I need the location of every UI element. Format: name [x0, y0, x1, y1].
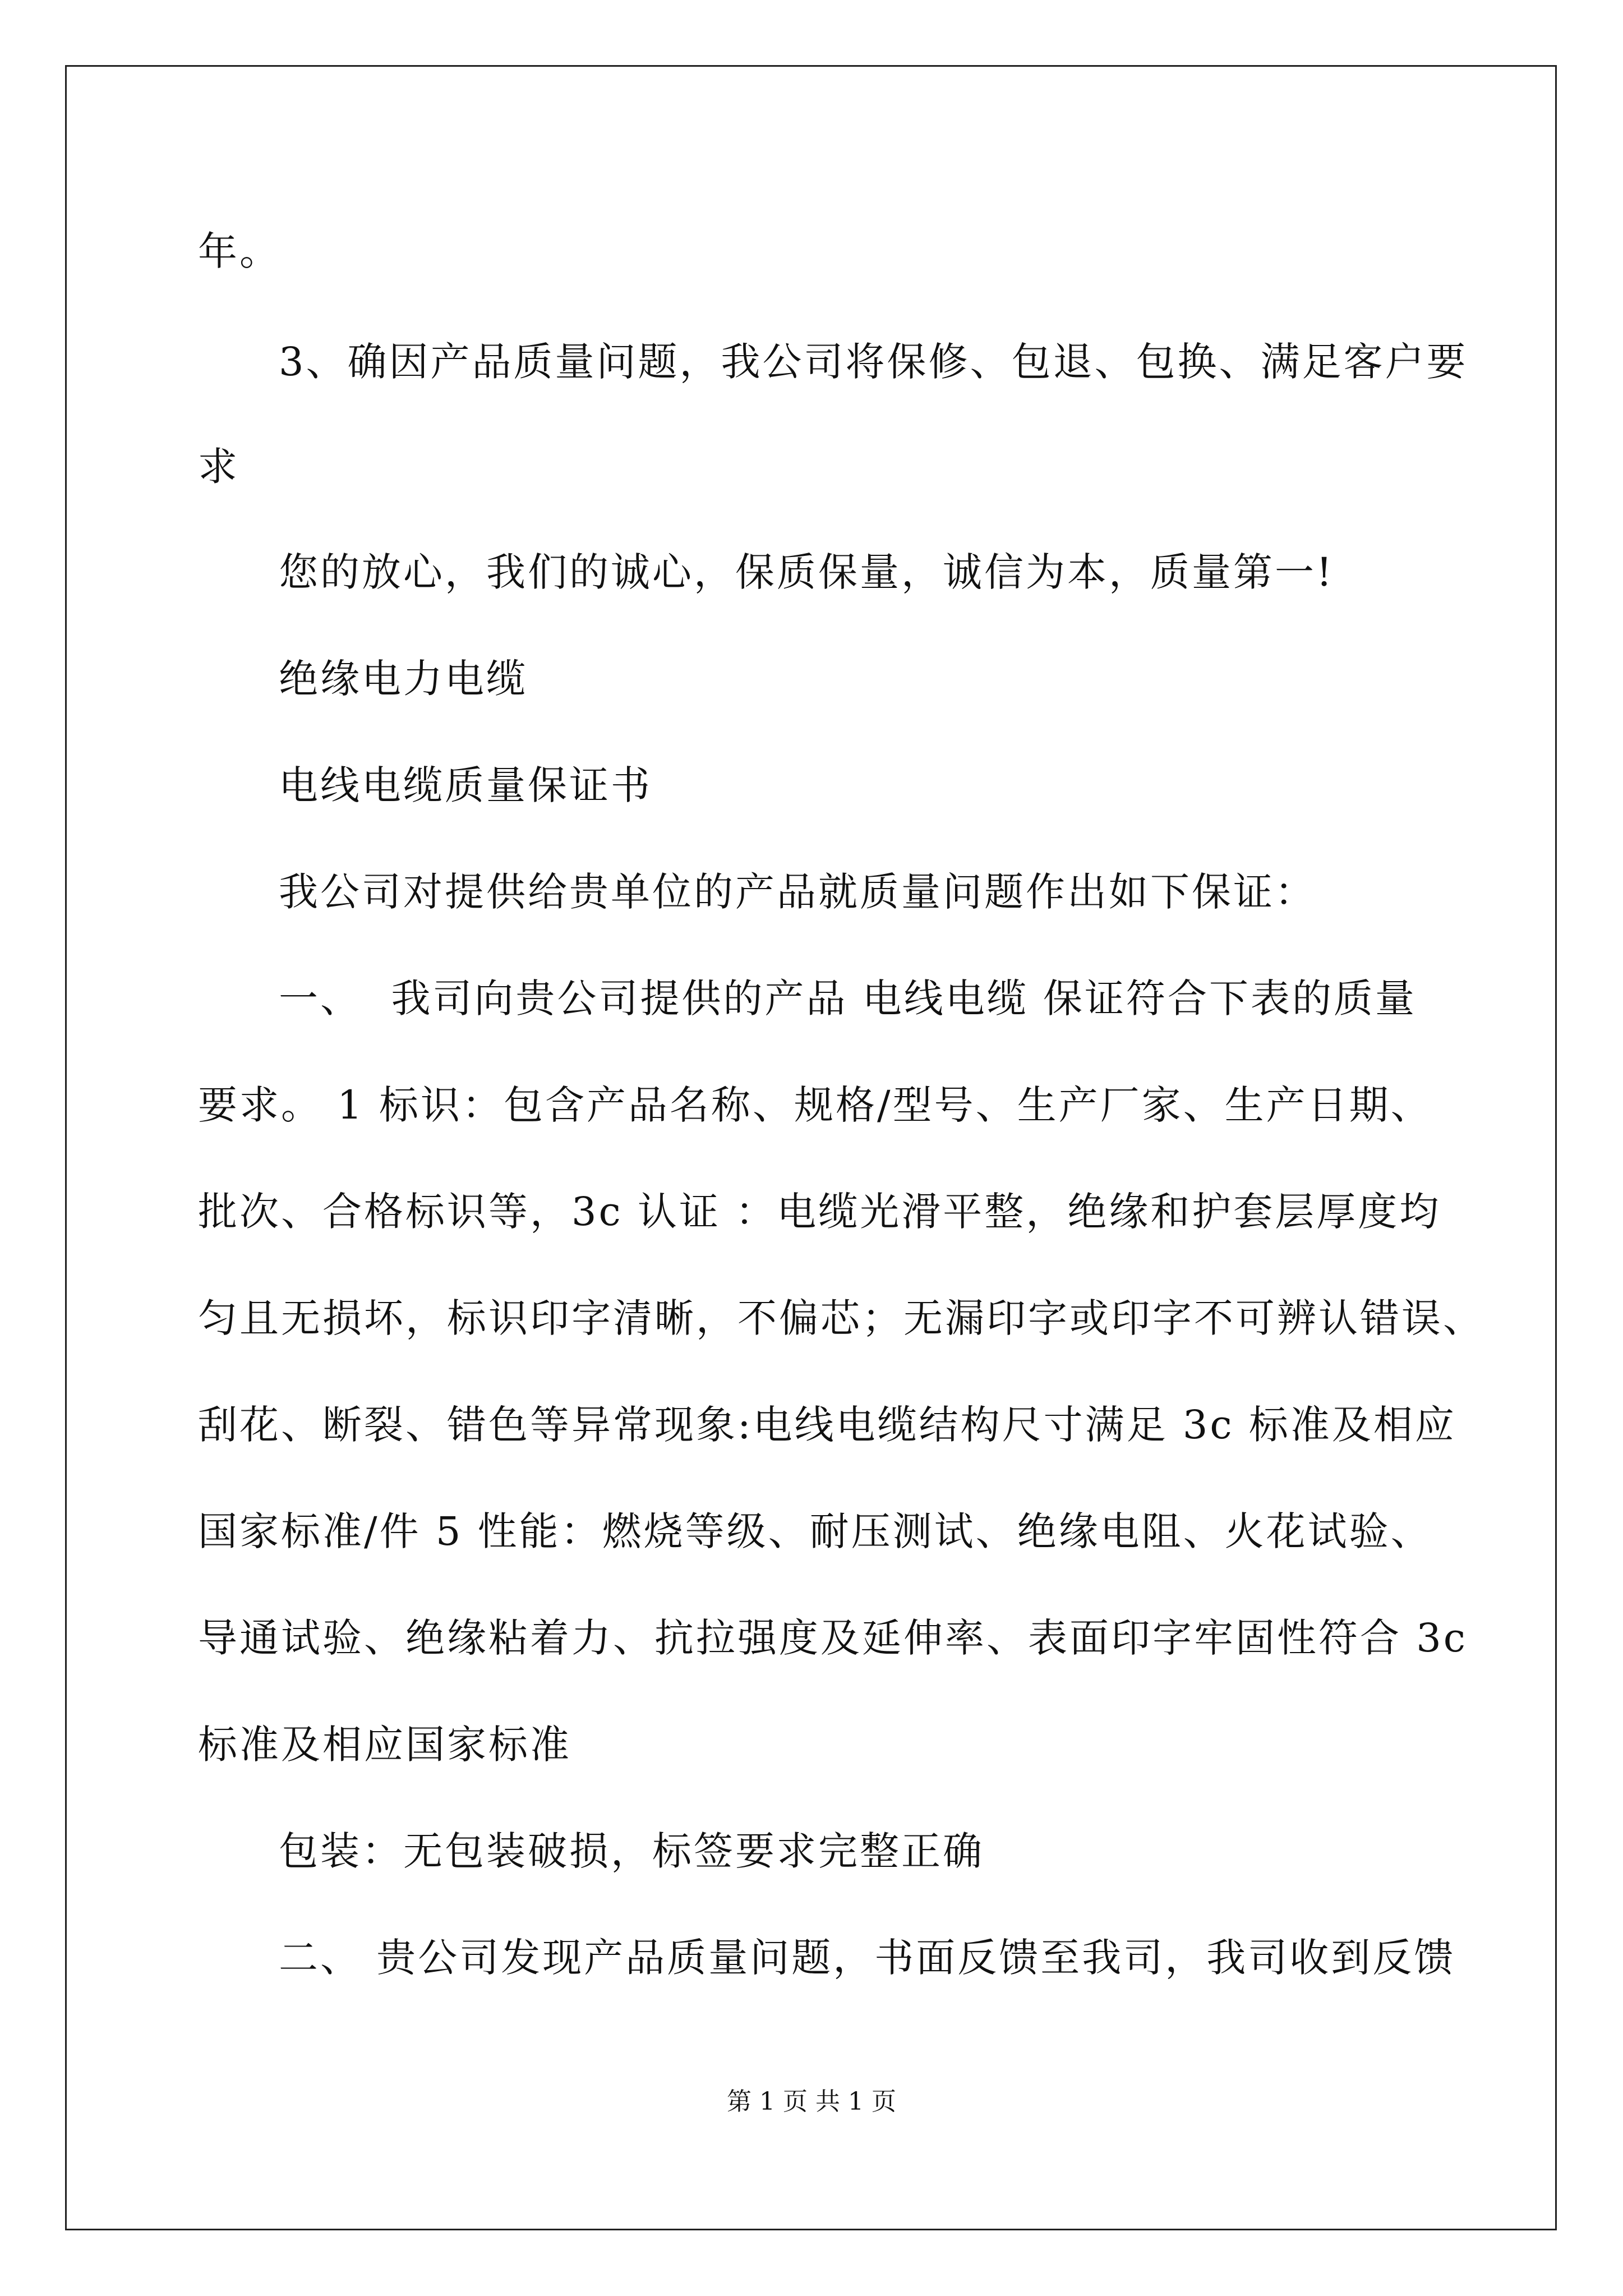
text-line: 匀且无损坏，标识印字清晰，不偏芯；无漏印字或印字不可辨认错误、 — [198, 1295, 1484, 1341]
text-line: 3、确因产品质量问题，我公司将保修、包退、包换、满足客户要 — [279, 339, 1468, 385]
page-footer: 第 1 页 共 1 页 — [727, 2087, 896, 2116]
text-line: 批次、合格标识等，3c 认证 ：电缆光滑平整，绝缘和护套层厚度均 — [198, 1189, 1441, 1235]
page-border — [65, 65, 1557, 2230]
text-line: 国家标准/件 5 性能：燃烧等级、耐压测试、绝缘电阻、火花试验、 — [198, 1508, 1432, 1554]
text-line: 绝缘电力电缆 — [279, 656, 528, 702]
text-line: 二、 贵公司发现产品质量问题，书面反馈至我司，我司收到反馈 — [279, 1935, 1456, 1981]
text-line: 求 — [198, 444, 239, 490]
text-line: 要求。 1 标识：包含产品名称、规格/型号、生产厂家、生产日期、 — [198, 1082, 1432, 1128]
text-line: 包装：无包装破损，标签要求完整正确 — [279, 1828, 984, 1874]
text-line: 我公司对提供给贵单位的产品就质量问题作出如下保证： — [279, 869, 1316, 915]
text-line: 电线电缆质量保证书 — [279, 762, 652, 808]
text-line: 年。 — [198, 228, 281, 274]
text-line: 导通试验、绝缘粘着力、抗拉强度及延伸率、表面印字牢固性符合 3c — [198, 1615, 1468, 1661]
text-line: 一、 我司向贵公司提供的产品 电线电缆 保证符合下表的质量 — [279, 976, 1417, 1022]
text-line: 标准及相应国家标准 — [198, 1722, 571, 1768]
text-line: 刮花、断裂、错色等异常现象:电线电缆结构尺寸满足 3c 标准及相应 — [198, 1402, 1456, 1448]
text-line: 您的放心，我们的诚心，保质保量，诚信为本，质量第一! — [279, 549, 1335, 595]
